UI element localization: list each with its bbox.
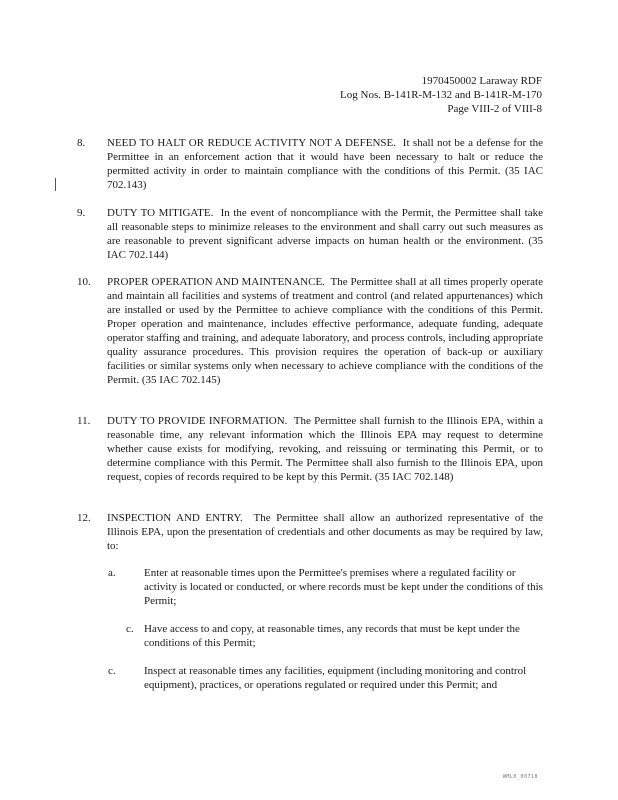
header-id-facility: 1970450002 Laraway RDF	[421, 75, 542, 87]
subitem-text: Have access to and copy, at reasonable times, any records that must be kept under the conditions of this Permit;	[144, 623, 520, 649]
condition-item-10	[77, 275, 543, 387]
item-title: NEED TO HALT OR REDUCE ACTIVITY NOT A DEFENSE.	[107, 137, 397, 149]
item-body	[107, 511, 543, 553]
subitem-letter: c.	[108, 665, 116, 677]
item-text: The Permittee shall allow an authorized representative of the Illinois EPA, upon the presentation of credentials and other documents as may be required by law, to:	[107, 512, 544, 552]
item-text: The Permittee shall furnish to the Illinois EPA, within a reasonable time, any relevant information which the Illinois EPA may request to determine whether cause exists for modifying, revoking, and reissuing or terminating this Permit, or to determine compliance with this Permit. The Permittee shall also furnish to the Illinois EPA, upon request, copies of records required to be kept by this Permit. (35 IAC 702.148)	[107, 415, 544, 483]
header-page-number: Page VIII-2 of VIII-8	[447, 103, 542, 115]
scan-artifact-mark	[55, 178, 56, 191]
item-body	[107, 206, 543, 262]
subitem-c-inspect	[108, 664, 544, 692]
item-text: In the event of noncompliance with the Permit, the Permittee shall take all reasonable steps to minimize releases to the environment and shall carry out such measures as are reasonable to prevent significant adverse impacts on human health or the environment. (35 IAC 702.144)	[107, 207, 544, 261]
subitem-c-records	[126, 622, 544, 650]
item-number: 12.	[77, 512, 91, 524]
item-text: The Permittee shall at all times properly operate and maintain all facilities and systems of treatment and control (and related appurtenances) which are installed or used by the Permittee to achieve compliance with the conditions of this Permit. Proper operation and maintenance, includes effective performance, adequate funding, adequate operator staffing and training, and adequate laboratory, and process controls, including appropriate quality assurance procedures. This provision requires the operation of back-up or auxiliary facilities or similar systems only when necessary to achieve compliance with the conditions of the Permit. (35 IAC 702.145)	[107, 276, 543, 386]
item-number: 10.	[77, 276, 91, 288]
condition-item-9	[77, 206, 543, 262]
item-body	[107, 275, 543, 387]
condition-item-12	[77, 511, 543, 553]
subitem-text: Enter at reasonable times upon the Permittee's premises where a regulated facility or activity is located or conducted, or where records must be kept under the conditions of this Permit;	[144, 567, 543, 607]
item-body	[107, 136, 543, 192]
bates-stamp: WML0_00718	[502, 774, 538, 780]
condition-item-11	[77, 414, 543, 484]
condition-item-8	[77, 136, 543, 192]
item-number: 11.	[77, 415, 91, 427]
item-number: 8.	[77, 137, 86, 149]
subitem-a	[108, 566, 544, 608]
item-title: INSPECTION AND ENTRY.	[107, 512, 243, 524]
item-title: DUTY TO MITIGATE.	[107, 207, 214, 219]
item-body	[107, 414, 543, 484]
subitem-letter: a.	[108, 567, 116, 579]
item-text: It shall not be a defense for the Permittee in an enforcement action that it would have been necessary to halt or reduce the permitted activity in order to maintain compliance with the conditions of this Permit. (35 IAC 702.143)	[107, 137, 544, 191]
item-number: 9.	[77, 207, 86, 219]
subitem-text: Inspect at reasonable times any facilities, equipment (including monitoring and control equipment), practices, or operations regulated or required under this Permit; and	[144, 665, 527, 691]
item-title: PROPER OPERATION AND MAINTENANCE.	[107, 276, 325, 288]
page-header	[340, 74, 542, 116]
subitem-letter: c.	[126, 623, 134, 635]
item-title: DUTY TO PROVIDE INFORMATION.	[107, 415, 288, 427]
header-log-numbers: Log Nos. B-141R-M-132 and B-141R-M-170	[340, 89, 542, 101]
